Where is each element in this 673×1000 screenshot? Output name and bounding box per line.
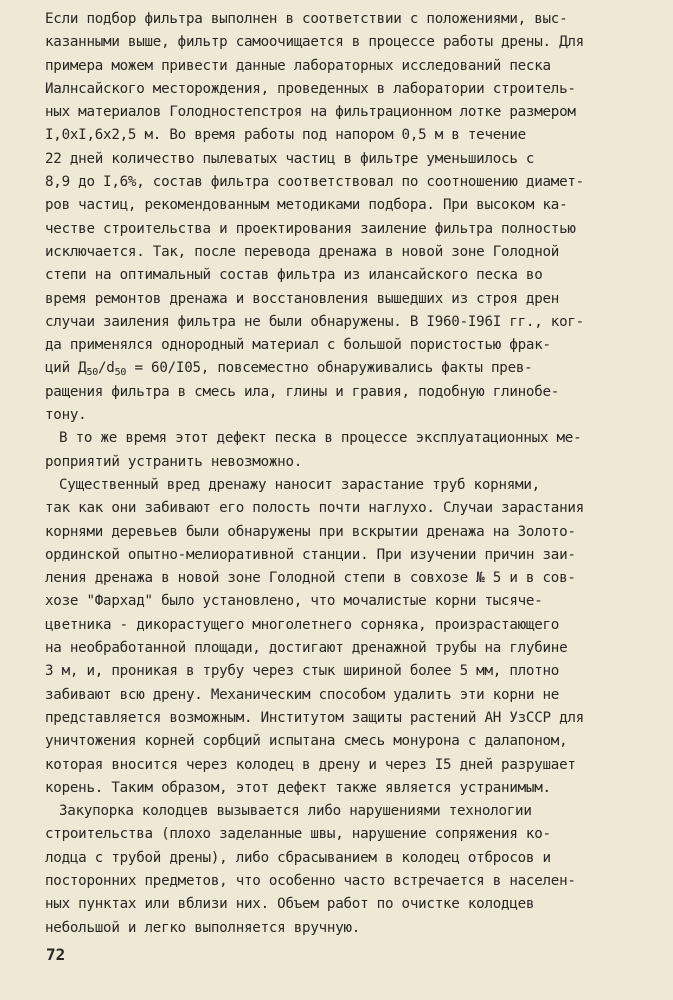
text-line: случаи заиления фильтра не были обнаружены. В I960-I96I гг., ког- [45, 313, 584, 330]
page-number: 72 [46, 945, 66, 964]
text-line: Если подбор фильтра выполнен в соответствии с положениями, выс- [45, 11, 568, 27]
paragraph-1 [45, 8, 653, 427]
text-line: I,0xI,6x2,5 м. Во время работы под напором 0,5 м в течение [45, 127, 526, 144]
text-line: время ремонтов дренажа и восстановления вышедших из строя дрен [45, 290, 560, 307]
paragraph-3 [45, 474, 653, 800]
text-line: честве строительства и проектирования заиление фильтра полностью [45, 220, 576, 237]
text-line: тону. [45, 407, 87, 424]
text-line: исключается. Так, после перевода дренажа в новой зоне Голодной [45, 243, 560, 260]
text-line: ординской опытно-мелиоративной станции. При изучении причин заи- [45, 546, 576, 563]
text-line: 8,9 до I,6%, состав фильтра соответствовал по соотношению диамет- [45, 174, 584, 191]
text-line: представляется возможным. Институтом защиты растений АН УзССР для [45, 709, 584, 726]
paragraph-2 [45, 427, 653, 474]
text-line: 3 м, и, проникая в трубу через стык шириной более 5 мм, плотно [45, 663, 560, 680]
text-line: на необработанной площади, достигают дренажной трубы на глубине [45, 640, 568, 657]
text-line: Закупорка колодцев вызывается либо нарушениями технологии [59, 803, 532, 820]
text-line: лодца с трубой дрены), либо сбрасыванием в колодец отбросов и [45, 849, 551, 866]
text-line: ращения фильтра в смесь ила, глины и гравия, подобную глинобе- [45, 383, 560, 400]
text-line: хозе "Фархад" было установлено, что мочалистые корни тысяче- [45, 593, 543, 610]
text-line: ления дренажа в новой зоне Голодной степи в совхозе № 5 и в сов- [45, 570, 576, 587]
text-line: роприятий устранить невозможно. [45, 453, 303, 470]
text-line: так как они забивают его полость почти наглухо. Случаи зарастания [45, 500, 584, 517]
paragraph-4 [45, 800, 653, 940]
formula-after: = 60/I05, повсеместно обнаруживались факты прев- [126, 360, 533, 377]
formula-sub-1: 50 [86, 367, 99, 379]
text-line: В то же время этот дефект песка в процессе эксплуатационных ме- [59, 430, 582, 447]
formula-before: ций Д [45, 360, 87, 377]
text-line: небольшой и легко выполняется вручную. [45, 919, 361, 936]
text-line: Существенный вред дренажу наносит зарастание труб корнями, [59, 476, 540, 493]
text-line: которая вносится через колодец в дрену и через I5 дней разрушает [45, 756, 576, 773]
formula-mid: /d [98, 360, 115, 377]
text-line: примера можем привести данные лабораторных исследований песка [45, 57, 551, 74]
text-line: цветника - дикорастущего многолетнего сорняка, произрастающего [45, 616, 560, 633]
text-line: ных пунктах или вблизи них. Объем работ по очистке колодцев [45, 896, 535, 913]
text-line: ров частиц, рекомендованным методиками подбора. При высоком ка- [45, 197, 568, 214]
text-line: посторонних предметов, что особенно часто встречается в населен- [45, 872, 576, 889]
formula-line [45, 357, 653, 380]
text-line: степи на оптимальный состав фильтра из илансайского песка во [45, 267, 543, 284]
text-line: забивают всю дрену. Механическим способом удалить эти корни не [45, 686, 560, 703]
text-line: Иалнсайского месторождения, проведенных в лаборатории строитель- [45, 80, 576, 97]
text-line: да применялся однородный материал с большой пористостью фрак- [45, 337, 551, 354]
text-line: уничтожения корней сорбций испытана смесь монурона с далапоном, [45, 733, 568, 750]
text-line: казанными выше, фильтр самоочищается в процессе работы дрены. Для [45, 34, 584, 51]
text-line: ных материалов Голодностепстроя на фильтрационном лотке размером [45, 104, 576, 121]
text-line: строительства (плохо заделанные швы, нарушение сопряжения ко- [45, 826, 551, 843]
text-line: 22 дней количество пылеватых частиц в фильтре уменьшилось с [45, 150, 535, 167]
formula-sub-2: 50 [114, 367, 127, 379]
text-line: корнями деревьев были обнаружены при вскрытии дренажа на Золото- [45, 523, 576, 540]
text-line: корень. Таким образом, этот дефект также является устранимым. [45, 779, 551, 796]
